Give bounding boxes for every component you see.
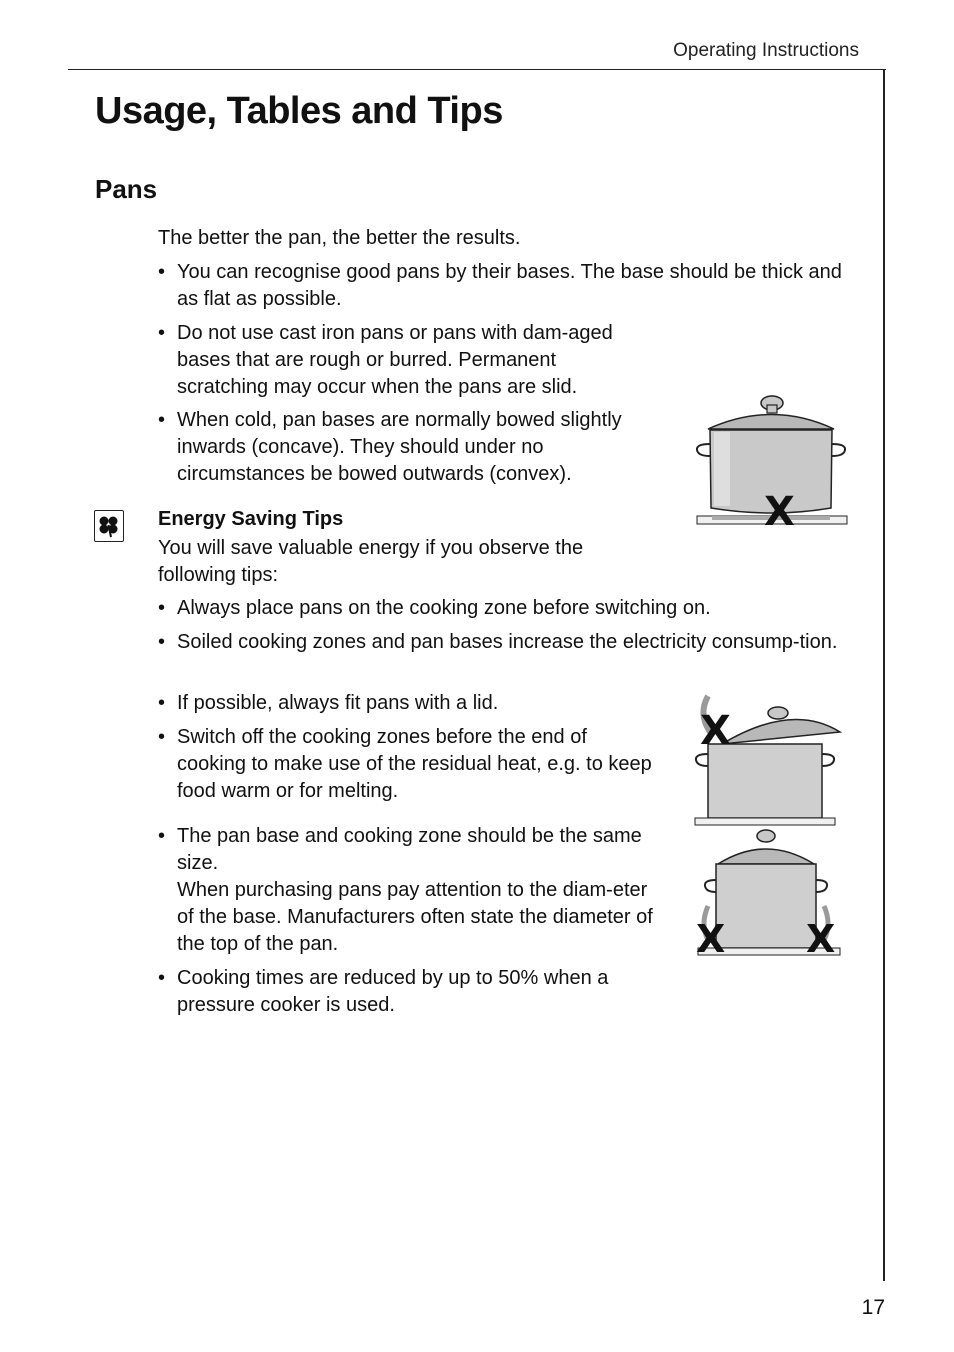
x-mark: X [700,708,731,754]
x-mark: X [696,917,726,961]
header-rule [68,69,886,70]
pans-bullet-3: • When cold, pan bases are normally bowed slightly inwards (concave). They should under no circumstances be bowed outwards (convex). [158,407,647,488]
x-mark: X [764,489,795,535]
pot-lid-ajar-illustration [692,692,848,828]
energy-tip-5 [158,823,657,958]
energy-title: Energy Saving Tips [158,508,344,530]
x-mark: X [806,917,836,961]
page-title: Usage, Tables and Tips [95,90,503,132]
energy-tip-2: • Soiled cooking zones and pan bases increase the electricity consump-tion. [158,629,867,656]
page-number: 17 [861,1296,885,1319]
pot-convex-base-illustration [694,392,850,535]
energy-tip-1: • Always place pans on the cooking zone before switching on. [158,595,867,622]
energy-tip-3: • If possible, always fit pans with a lid. [158,690,677,717]
side-rule [883,69,885,1281]
energy-tip-4: • Switch off the cooking zones before the end of cooking to make use of the residual heat, e.g. to keep food warm or for melting. [158,724,657,805]
running-header: Operating Instructions [673,40,859,61]
energy-tip-6: • Cooking times are reduced by up to 50% when a pressure cooker is used. [158,965,667,1019]
clover-icon [94,510,124,542]
energy-tip-5-line: The pan base and cooking zone should be the same size. [177,825,642,874]
pans-bullet-1: • You can recognise good pans by their bases. The base should be thick and as flat as possible. [158,259,857,313]
section-title: Pans [95,174,158,204]
energy-tip-5-note: When purchasing pans pay attention to the diam-eter of the base. Manufacturers often state the diameter of the top of the pan. [177,879,653,955]
pot-oversized-zone-illustration [696,828,846,960]
pans-bullet-2: • Do not use cast iron pans or pans with dam-aged bases that are rough or burred. Permanent scratching may occur when the pans are slid. [158,320,647,401]
energy-intro: You will save valuable energy if you observe the following tips: [158,537,584,586]
pans-intro: The better the pan, the better the results. [158,227,521,249]
